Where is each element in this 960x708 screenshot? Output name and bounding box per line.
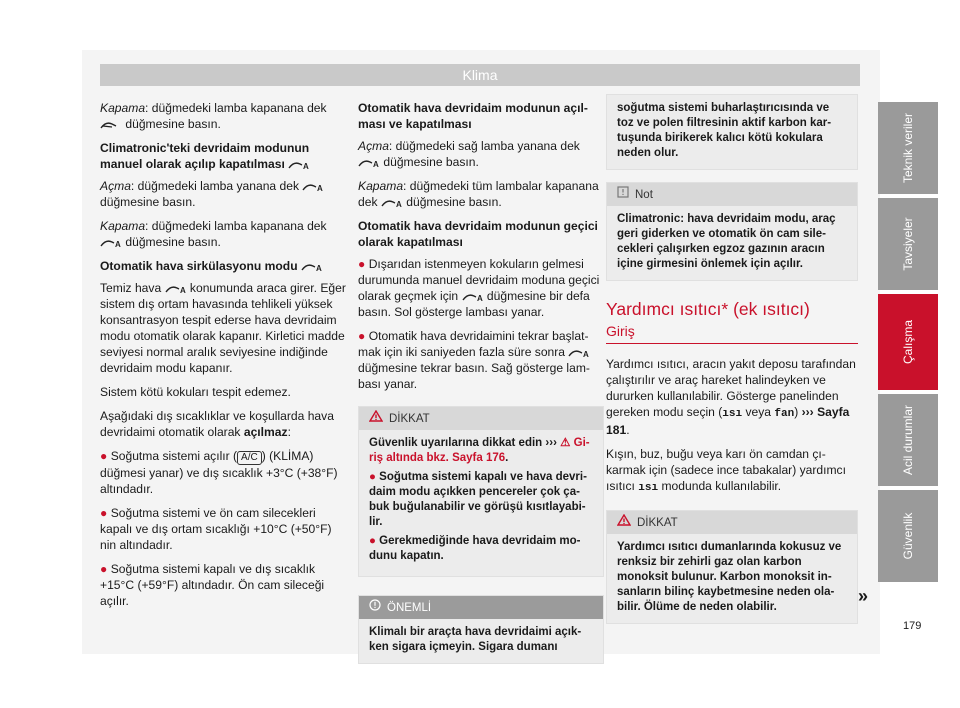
page-number: 179 <box>903 620 922 632</box>
bullet-item <box>100 505 346 553</box>
svg-text:A: A <box>303 161 310 170</box>
tab-calisma[interactable] <box>878 294 938 390</box>
bullet-item <box>358 328 604 392</box>
tab-label: Güvenlik <box>901 512 915 560</box>
warning-icon <box>369 410 383 427</box>
paragraph <box>358 138 604 170</box>
paragraph <box>100 218 346 250</box>
auto-recirculation-icon <box>381 198 403 208</box>
section-heading: Otomatik hava devridaim modunun açılması ve kapatılması <box>358 101 588 131</box>
note-box <box>606 182 858 281</box>
text: Dışarıdan istenmeyen kokuların gelmesi durumunda manuel devridaim moduna geçici olarak geçmek için <box>358 257 600 303</box>
tab-guvenlik[interactable] <box>878 490 938 582</box>
tab-tavsiyeler[interactable] <box>878 198 938 290</box>
warning-title: DİKKAT <box>637 516 678 529</box>
bullet-icon: ● <box>369 471 376 483</box>
text: : düğmedeki lamba kapanana dek <box>145 219 327 233</box>
warning-header <box>359 407 603 430</box>
paragraph <box>100 280 346 376</box>
auto-recirculation-icon <box>100 238 122 248</box>
important-header <box>359 596 603 619</box>
text: Otomatik hava devridaimini tekrar başlatmak için iki saniyeden fazla süre sonra <box>358 329 589 359</box>
text: Soğutma sistemi kapalı ve hava devridaim modu açıkken pencereler çok çabuk buğulanabilir ve görüşü kısıtlayabilir. <box>369 471 587 528</box>
text: Yardımcı ısıtıcı, aracın yakıt deposu tarafından çalıştırılır ve araç hareket halindeyken ve dururken kullanılabilir. Gösterge panelinden gereken modu seçin ( <box>606 357 856 419</box>
svg-text:A: A <box>115 239 121 248</box>
heat-mode-key: ısı <box>638 482 659 494</box>
paragraph <box>358 178 604 210</box>
svg-text:A: A <box>317 183 324 192</box>
text: düğmesine basın. <box>125 117 221 131</box>
cross-reference-link[interactable]: Giriş altında bkz. Sayfa 176 <box>369 437 590 464</box>
tab-acil-durumlar[interactable] <box>878 394 938 486</box>
warning-title: DİKKAT <box>389 412 430 425</box>
bullet-item <box>100 561 346 609</box>
bullet-item <box>100 448 346 497</box>
important-box <box>358 595 604 664</box>
bullet-icon: ● <box>100 506 108 520</box>
text: : düğmedeki sağ lamba yanana dek <box>388 139 580 153</box>
important-title: ÖNEMLİ <box>387 601 432 614</box>
warning-icon <box>617 514 631 531</box>
important-body: soğutma sistemi buharlaştırıcısında ve toz ve polen filtresinin aktif karbon kartuşunda birikerek kalıcı kötü kokulara neden olur. <box>617 102 832 159</box>
text: düğmesine basın. <box>406 195 502 209</box>
bullet-icon: ● <box>100 449 108 463</box>
svg-text:A: A <box>315 263 322 272</box>
auto-recirculation-icon <box>568 348 590 358</box>
warning-body <box>359 430 603 576</box>
bullet-icon: ● <box>369 535 376 547</box>
section-heading: Otomatik hava devridaim modunun geçici olarak kapatılması <box>358 219 598 249</box>
text: Soğutma sistemi ve ön cam silecekleri kapalı ve dış ortam sıcaklığı +10°C (+50°F) nin altındadır. <box>100 506 332 552</box>
important-box-continued <box>606 94 858 170</box>
section-heading <box>100 140 346 172</box>
column-2 <box>358 100 604 676</box>
svg-text:A: A <box>373 159 379 168</box>
text: veya <box>745 405 772 419</box>
text: ) (KLİMA) düğmesi yanar) ve dış sıcaklık +3°C (+38°F) altındadır. <box>100 449 338 496</box>
bullet-item <box>369 534 593 564</box>
warning-lead: Güvenlik uyarılarına dikkat edin ››› ⚠ Giriş altında bkz. Sayfa 176. <box>369 437 590 464</box>
paragraph <box>606 446 858 496</box>
svg-text:A: A <box>395 199 402 208</box>
column-1 <box>100 100 346 617</box>
ac-key-icon: A/C <box>237 451 262 465</box>
text: Temiz hava <box>100 281 162 295</box>
auto-recirculation-icon <box>288 160 310 170</box>
auto-recirculation-icon <box>302 182 324 192</box>
text: Güvenlik uyarılarına dikkat edin <box>369 437 543 449</box>
auto-recirculation-icon <box>462 292 484 302</box>
text: ) <box>794 405 799 419</box>
tab-label: Tavsiyeler <box>901 217 915 271</box>
text: modunda kullanılabilir. <box>661 479 782 493</box>
paragraph <box>100 100 346 132</box>
auto-recirculation-icon <box>165 284 187 294</box>
page-header: Klima <box>100 64 860 86</box>
text: düğmesine basın. <box>383 155 479 169</box>
auto-recirculation-icon <box>358 158 380 168</box>
note-icon <box>617 186 629 203</box>
label-italic: Kapama <box>100 101 146 115</box>
note-header <box>607 183 857 206</box>
label-italic: Açma <box>100 179 131 193</box>
heading-text: Otomatik hava sirkülasyonu modu <box>100 259 298 273</box>
bullet-icon: ● <box>358 329 366 343</box>
tab-teknik-veriler[interactable] <box>878 102 938 194</box>
tab-label: Çalışma <box>901 319 915 365</box>
paragraph <box>100 178 346 210</box>
text: konumunda araca girer. Eğer sistem dış ortam havasında tehlikeli yüksek konsantrasyon tespit ederse hava devridaim modu otomatik olarak kapanır. Kirletici madde seviyesi normal aralık seviyesine indiğinde devridaim modu kapanır. <box>100 281 346 375</box>
text: : düğmedeki lamba kapanana dek <box>145 101 327 115</box>
note-body: Climatronic: hava devridaim modu, araç geri giderken ve otomatik ön cam silecekleri çalışırken egzoz gazının aracın içine girmesini önlemek için açılır. <box>617 213 836 270</box>
section-heading <box>100 258 346 274</box>
text: : düğmedeki lamba yanana dek <box>130 179 300 193</box>
section-subtitle: Giriş <box>606 323 858 344</box>
tab-label: Teknik veriler <box>901 112 915 184</box>
text: . <box>626 423 630 437</box>
text: düğmesine basın. <box>100 195 196 209</box>
text: Soğutma sistemi kapalı ve dış sıcaklık +15°C (+59°F) altındadır. Ön cam sileceği açılır. <box>100 562 325 608</box>
paragraph <box>606 356 858 438</box>
column-3 <box>606 100 858 636</box>
text: Gerekmediğinde hava devridaim modunu kapatın. <box>369 535 581 562</box>
bullet-item <box>369 470 593 530</box>
text: düğmesine basın. <box>125 235 221 249</box>
svg-text:A: A <box>583 349 590 358</box>
text: Aşağıdaki dış sıcaklıklar ve koşullarda hava devridaimi otomatik olarak <box>100 409 334 439</box>
warning-box <box>358 406 604 577</box>
arrow-icon: ››› <box>545 437 557 449</box>
heading-text: Climatronic'teki devridaim modunun manuel olarak açılıp kapatılması <box>100 141 310 171</box>
note-title: Not <box>635 188 653 201</box>
label-italic: Kapama <box>100 219 146 233</box>
text: düğmesine tekrar basın. Sağ gösterge lambası yanar. <box>358 361 590 391</box>
label-italic: Kapama <box>358 179 404 193</box>
warning-box <box>606 510 858 624</box>
arrow-icon: ››› <box>801 405 814 419</box>
warning-body: Yardımcı ısıtıcı dumanlarında kokusuz ve renksiz bir zehirli gaz olan karbon monoksit bulunur. Karbon monoksit insanların bilinç kaybetmesine neden olabilir. Ölüme de neden olabilir. <box>617 541 842 613</box>
paragraph: Sistem kötü kokuları tespit edemez. <box>100 385 291 399</box>
svg-text:A: A <box>476 293 483 302</box>
bullet-icon: ● <box>100 562 108 576</box>
bullet-item <box>358 256 604 320</box>
text: : düğmedeki tüm lambalar kapanana dek <box>358 179 599 209</box>
paragraph <box>100 408 346 440</box>
text: Kışın, buz, buğu veya karı ön camdan çıkarmak için (sadece ince tabakalar) yardımcı ısıtıcı <box>606 447 846 493</box>
info-icon <box>369 599 381 616</box>
recirculation-icon <box>100 120 122 130</box>
auto-recirculation-icon <box>301 262 323 272</box>
text-bold: açılmaz <box>243 425 288 439</box>
text: Soğutma sistemi açılır ( <box>110 449 238 463</box>
tab-label: Acil durumlar <box>901 404 915 476</box>
warning-icon: ⚠ <box>560 437 571 449</box>
bullet-icon: ● <box>358 257 366 271</box>
fan-mode-key: fan <box>774 408 795 420</box>
svg-text:A: A <box>179 285 186 294</box>
warning-header <box>607 511 857 534</box>
text: düğmesine bir defa basın. Sol gösterge lambası yanar. <box>358 289 590 319</box>
label-italic: Açma <box>358 139 389 153</box>
heat-mode-key: ısı <box>722 408 743 420</box>
important-body: Klimalı bir araçta hava devridaimi açıkken sigara içmeyin. Sigara dumanı <box>369 626 582 653</box>
continue-arrow-icon: » <box>858 586 869 606</box>
section-title: Yardımcı ısıtıcı* (ek ısıtıcı) <box>606 299 810 319</box>
text: : <box>287 425 291 439</box>
cross-reference-link[interactable]: Sayfa 181 <box>606 405 850 437</box>
